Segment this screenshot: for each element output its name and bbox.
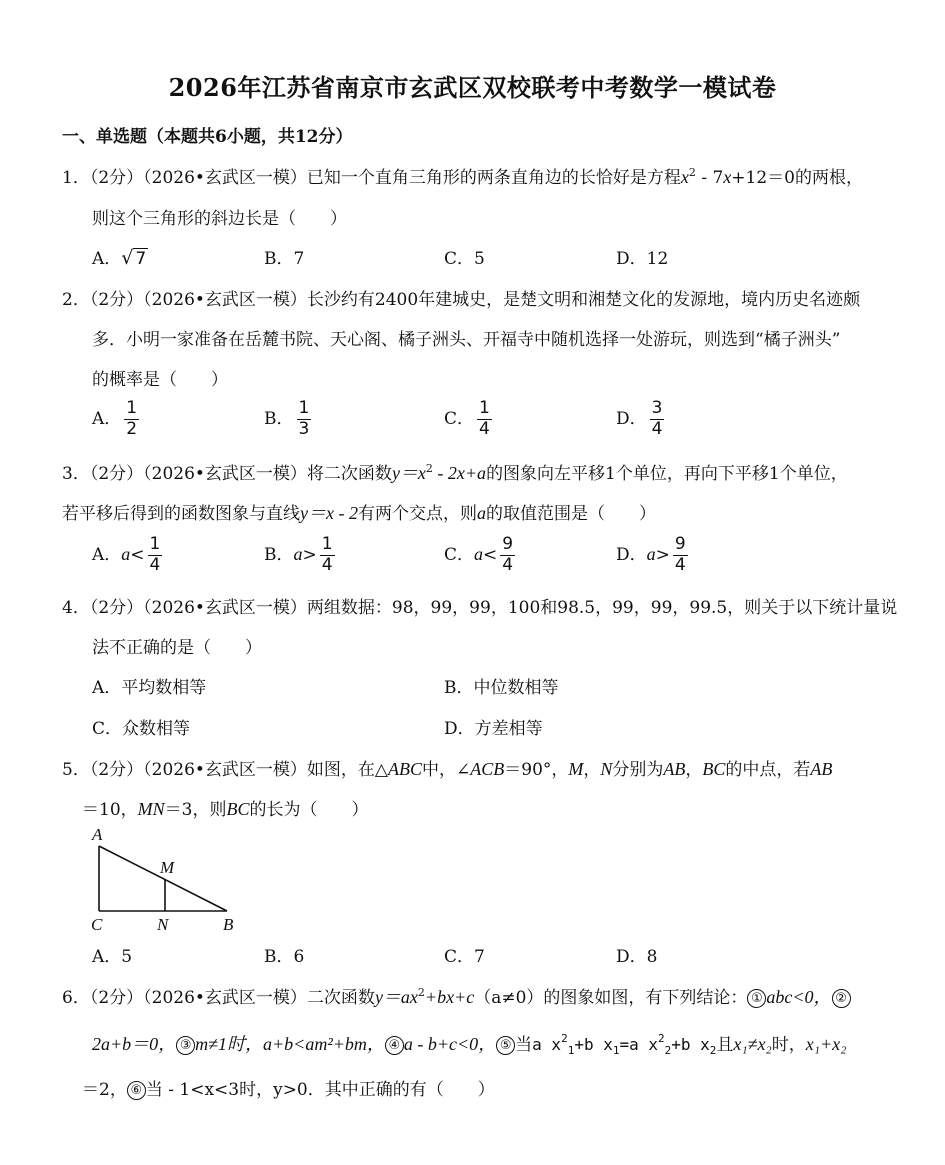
q1-option-c: C．5 [444, 249, 485, 269]
q1-option-d: D．12 [616, 249, 669, 269]
q1-option-a [92, 244, 148, 269]
fraction [477, 400, 492, 439]
q5-n: N [600, 759, 613, 779]
fraction [500, 536, 515, 575]
q1-eq-rest: - 7 [695, 168, 724, 188]
q5-bc: BC [702, 759, 726, 779]
section-heading: 一、单选题（本题共6小题，共12分） [62, 127, 353, 147]
fraction [320, 536, 335, 575]
q6-line1 [62, 983, 851, 1009]
q1-line1 [62, 163, 863, 188]
circled-5: ⑤ [496, 1036, 515, 1055]
expr-sq: 2 [658, 1032, 665, 1045]
fraction-denominator: 3 [298, 418, 310, 439]
q4-option-c: C．众数相等 [92, 719, 191, 739]
q3-line-eq: y＝x - 2 [300, 503, 358, 523]
q3-line2-a: 若平移后得到的函数图象与直线 [62, 504, 300, 524]
q6-text-b: 的图象如图，有下列结论： [543, 988, 748, 1008]
expr-part: +b x [671, 1035, 710, 1054]
q6-c5-pre: 当 [515, 1035, 533, 1055]
q6-condition: （a≠0） [474, 988, 544, 1008]
q3-var: a [476, 503, 486, 523]
q4-option-a: A．平均数相等 [92, 678, 207, 698]
circled-2: ② [832, 989, 851, 1008]
q5-mn: MN [137, 799, 165, 819]
q5-option-b: B．6 [264, 947, 305, 967]
q3-option-c-label: C． [444, 544, 475, 565]
q3-option-rel: > [655, 544, 670, 565]
q6-conclusion-3: m≠1时，a+b<am²+bm， [195, 1034, 385, 1054]
fraction-denominator: 4 [674, 554, 686, 575]
q3-function-rest: - 2x+a [432, 463, 487, 483]
expr-part: a x [532, 1035, 562, 1054]
q3-option-a [92, 536, 162, 575]
expr-part: +b x [574, 1035, 613, 1054]
q3-line1 [62, 459, 848, 485]
q6-c5-sum: x₁+x₂ [805, 1034, 847, 1054]
q5-ab: AB [810, 759, 833, 779]
circled-4: ④ [385, 1036, 404, 1055]
q6-line2 [92, 1030, 846, 1057]
q3-line2 [62, 499, 656, 525]
circled-1: ① [747, 989, 766, 1008]
fraction [297, 400, 312, 439]
q2-option-a-label: A． [92, 408, 122, 429]
q5-bc: BC [226, 799, 250, 819]
q2-line2: 多．小明一家准备在岳麓书院、天心阁、橘子洲头、开福寺中随机选择一处游玩，则选到“橘子洲头” [92, 330, 841, 350]
fraction [650, 400, 665, 439]
q3-function: y＝x [391, 463, 426, 483]
q4-option-d: D．方差相等 [444, 719, 543, 739]
fraction-numerator: 1 [321, 534, 333, 554]
q1-eq-tail: +12＝0 [731, 168, 795, 188]
q3-option-var: a [121, 543, 131, 564]
q6-conclusion-4: a - b+c<0， [403, 1034, 497, 1054]
fraction-numerator: 3 [651, 398, 663, 418]
q2-option-d [616, 400, 664, 439]
q2-line3: 的概率是（ ） [92, 370, 228, 390]
q3-option-d [616, 536, 688, 575]
sqrt-radicand: 7 [135, 249, 147, 269]
page-title: 2026年江苏省南京市玄武区双校联考中考数学一模试卷 [168, 73, 777, 102]
q5-text-d: 分别为 [612, 760, 664, 780]
q5-text-h: 的长为（ ） [249, 800, 369, 820]
q3-prefix: 3．（2分）（2026•玄武区一模）将二次函数 [62, 464, 392, 484]
fraction-denominator: 4 [479, 418, 490, 439]
q4-option-b: B．中位数相等 [444, 678, 559, 698]
fraction-numerator: 9 [502, 534, 514, 554]
q5-option-d: D．8 [616, 947, 658, 967]
q5-m: M [568, 759, 584, 779]
q6-c5-expression [532, 1032, 717, 1057]
q5-line1 [62, 755, 832, 780]
q5-option-c: C．7 [444, 947, 485, 967]
fraction-numerator: 1 [298, 398, 310, 418]
q5-abc: ABC [388, 759, 422, 779]
q3-option-d-label: D． [616, 544, 647, 565]
side-ab [99, 846, 227, 911]
q1-option-a-label: A． [92, 249, 122, 269]
fraction-denominator: 2 [126, 418, 138, 439]
fraction-numerator: 1 [149, 534, 161, 554]
expr-sub: 2 [709, 1044, 717, 1057]
sqrt-symbol [121, 247, 148, 269]
expr-sq: 2 [561, 1032, 568, 1045]
q2-option-a [92, 400, 139, 439]
q2-option-b-label: B． [264, 408, 294, 429]
q3-option-var: a [474, 543, 484, 564]
q3-option-rel: < [130, 544, 145, 565]
q1-line2: 则这个三角形的斜边长是（ ） [92, 209, 347, 229]
expr-sub: 2 [664, 1044, 672, 1057]
q1-eq-x: x [680, 167, 689, 187]
q5-text-b: 中，∠ [422, 760, 471, 780]
q6-conclusion-6: 当 - 1<x<3时，y>0．其中正确的有（ ） [145, 1080, 495, 1100]
q1-suffix: 的两根， [795, 168, 863, 188]
q5-comma: ， [685, 760, 703, 780]
q3-option-b-label: B． [264, 544, 294, 565]
q6-c5-then: 时， [771, 1035, 806, 1055]
expr-part: =a x [619, 1035, 658, 1054]
q6-text-c: ＝2， [82, 1080, 127, 1100]
vertex-label-m: M [160, 858, 175, 877]
vertex-label-a: A [92, 825, 103, 844]
expr-sub: 1 [567, 1044, 575, 1057]
q6-function-rest: +bx+c [424, 987, 475, 1007]
q6-line3 [82, 1075, 495, 1100]
q3-option-b [264, 536, 335, 575]
q2-option-c [444, 400, 492, 439]
q5-line2 [82, 795, 368, 820]
q5-option-a: A．5 [92, 947, 133, 967]
q5-acb: ACB [470, 759, 505, 779]
q4-line1: 4．（2分）（2026•玄武区一模）两组数据：98，99，99，100和98.5，99，99，99.5，则关于以下统计量说 [62, 598, 898, 618]
q1-eq-x2: x [723, 167, 732, 187]
q2-option-c-label: C． [444, 408, 475, 429]
q6-function-exp: 2 [417, 986, 425, 999]
q6-text-a: 6．（2分）（2026•玄武区一模）二次函数 [62, 988, 375, 1008]
vertex-label-n: N [157, 915, 169, 934]
q3-option-c [444, 536, 515, 575]
fraction-denominator: 4 [321, 554, 333, 575]
circled-3: ③ [176, 1036, 195, 1055]
fraction-denominator: 4 [502, 554, 514, 575]
fraction-numerator: 9 [674, 534, 686, 554]
q5-text-e: 的中点，若 [725, 760, 811, 780]
q3-function-exp: 2 [425, 462, 433, 475]
triangle-figure [80, 820, 260, 938]
q3-option-var: a [293, 543, 303, 564]
q6-function: y＝ax [374, 987, 418, 1007]
q3-option-var: a [646, 543, 656, 564]
q6-conclusion-1: abc<0， [766, 987, 832, 1007]
q2-option-b [264, 400, 311, 439]
q6-conclusion-2: 2a+b＝0， [92, 1034, 177, 1054]
fraction-numerator: 1 [479, 398, 490, 418]
q2-line1: 2．（2分）（2026•玄武区一模）长沙约有2400年建城史，是楚文明和湘楚文化的发源地，境内历史名迹颇 [62, 290, 861, 310]
q1-eq-exp: 2 [688, 166, 696, 179]
q5-text-c: ＝90°， [504, 760, 569, 780]
q6-c5-post: 且 [716, 1035, 734, 1055]
q6-c5-cond: x₁≠x₂ [733, 1034, 772, 1054]
q5-comma: ， [583, 760, 601, 780]
q3-option-a-label: A． [92, 544, 122, 565]
fraction [673, 536, 688, 575]
q2-option-d-label: D． [616, 408, 647, 429]
q1-option-b: B．7 [264, 249, 305, 269]
fraction [148, 536, 163, 575]
q1-prefix: 1．（2分）（2026•玄武区一模）已知一个直角三角形的两条直角边的长恰好是方程 [62, 168, 681, 188]
fraction-numerator: 1 [126, 398, 138, 418]
vertex-label-c: C [91, 915, 103, 934]
q4-line2: 法不正确的是（ ） [92, 638, 262, 658]
q5-text-a: 5．（2分）（2026•玄武区一模）如图，在△ [62, 760, 388, 780]
q3-suffix: 的图象向左平移1个单位，再向下平移1个单位， [486, 464, 848, 484]
q5-ab: AB [663, 759, 686, 779]
q5-text-f: ＝10， [82, 800, 138, 820]
vertex-label-b: B [223, 915, 234, 934]
fraction-denominator: 4 [149, 554, 161, 575]
sqrt-sign: √ [121, 247, 134, 269]
circled-6: ⑥ [127, 1081, 146, 1100]
expr-sub: 1 [612, 1044, 620, 1057]
q5-text-g: ＝3，则 [164, 800, 227, 820]
q3-line2-c: 的取值范围是（ ） [485, 504, 656, 524]
q3-line2-b: 有两个交点，则 [357, 504, 477, 524]
q3-option-rel: > [302, 544, 317, 565]
q3-option-rel: < [483, 544, 498, 565]
fraction [124, 400, 139, 439]
fraction-denominator: 4 [651, 418, 663, 439]
